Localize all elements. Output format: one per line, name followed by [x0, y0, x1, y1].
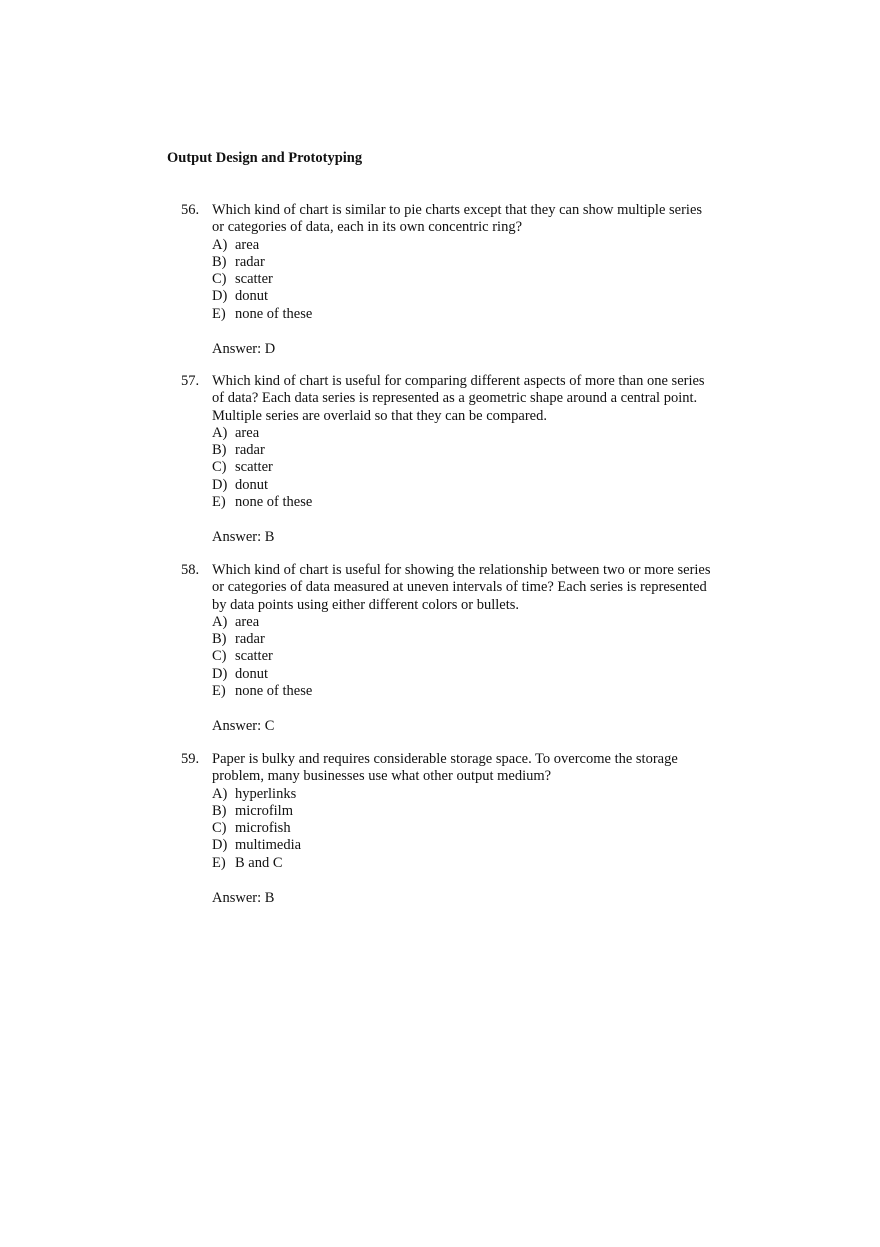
question-line: of data? Each data series is represented as a geometric shape around a central point. [212, 390, 698, 407]
option-d [212, 666, 732, 683]
option-a [212, 786, 732, 803]
option-letter: E) [212, 854, 226, 871]
option-letter: C) [212, 271, 227, 288]
option-text: scatter [235, 459, 273, 476]
option-letter: A) [212, 785, 228, 802]
option-list [212, 425, 732, 511]
question-text [212, 373, 732, 425]
option-b [212, 803, 732, 820]
question-line: by data points using either different colors or bullets. [212, 596, 519, 613]
option-text: multimedia [235, 837, 302, 854]
option-letter: D) [212, 837, 228, 854]
option-text: none of these [235, 305, 313, 322]
option-letter: B) [212, 631, 227, 648]
option-letter: B) [212, 802, 227, 819]
question-line: Paper is bulky and requires considerable storage space. To overcome the storage [212, 751, 678, 767]
question-number: 56. [181, 202, 200, 218]
answer-text: Answer: C [212, 717, 275, 734]
option-c [212, 648, 732, 665]
option-a [212, 237, 732, 254]
option-letter: C) [212, 459, 227, 476]
answer-text: Answer: D [212, 340, 276, 357]
option-b [212, 442, 732, 459]
question-line: or categories of data, each in its own concentric ring? [212, 219, 523, 236]
option-e [212, 683, 732, 700]
option-text: none of these [235, 494, 313, 511]
option-text: donut [235, 288, 269, 305]
option-letter: B) [212, 253, 227, 270]
question-line: or categories of data measured at uneven intervals of time? Each series is represented [212, 579, 707, 596]
question-line: problem, many businesses use what other output medium? [212, 768, 552, 785]
option-c [212, 820, 732, 837]
option-e [212, 306, 732, 323]
option-text: radar [235, 442, 265, 459]
option-letter: D) [212, 665, 228, 682]
option-text: microfish [235, 820, 291, 837]
question-text [212, 751, 732, 786]
option-e [212, 855, 732, 872]
option-text: area [235, 613, 260, 630]
option-letter: C) [212, 820, 227, 837]
option-list [212, 237, 732, 323]
option-text: microfilm [235, 802, 293, 819]
answer-text: Answer: B [212, 528, 275, 545]
question-text [212, 202, 732, 237]
option-d [212, 477, 732, 494]
option-letter: A) [212, 236, 228, 253]
option-letter: A) [212, 613, 228, 630]
option-letter: D) [212, 288, 228, 305]
option-c [212, 271, 732, 288]
question-body [212, 562, 732, 735]
option-b [212, 631, 732, 648]
question-text [212, 562, 732, 614]
option-text: area [235, 236, 260, 253]
option-text: none of these [235, 683, 313, 700]
option-text: B and C [235, 854, 283, 871]
option-c [212, 459, 732, 476]
question-line: Which kind of chart is useful for showing the relationship between two or more series [212, 562, 711, 578]
option-list [212, 614, 732, 700]
option-text: scatter [235, 648, 273, 665]
answer-text: Answer: B [212, 889, 275, 906]
option-d [212, 837, 732, 854]
question-number: 58. [181, 562, 200, 578]
option-e [212, 494, 732, 511]
section-title: Output Design and Prototyping [167, 150, 363, 166]
question-line: Which kind of chart is similar to pie charts except that they can show multiple series [212, 202, 703, 218]
option-letter: A) [212, 424, 228, 441]
option-letter: B) [212, 442, 227, 459]
option-letter: E) [212, 683, 226, 700]
option-text: radar [235, 253, 265, 270]
option-b [212, 254, 732, 271]
option-a [212, 425, 732, 442]
option-text: scatter [235, 271, 273, 288]
option-letter: C) [212, 648, 227, 665]
option-text: area [235, 424, 260, 441]
option-letter: D) [212, 476, 228, 493]
option-text: hyperlinks [235, 785, 297, 802]
option-letter: E) [212, 305, 226, 322]
option-text: donut [235, 476, 269, 493]
option-a [212, 614, 732, 631]
question-body [212, 373, 732, 546]
question-number: 59. [181, 751, 200, 767]
question-number: 57. [181, 373, 200, 389]
option-letter: E) [212, 494, 226, 511]
question-line: Which kind of chart is useful for comparing different aspects of more than one series [212, 373, 705, 389]
option-d [212, 288, 732, 305]
question-body [212, 751, 732, 907]
question-body [212, 202, 732, 358]
option-text: radar [235, 631, 265, 648]
option-list [212, 786, 732, 872]
question-line: Multiple series are overlaid so that they can be compared. [212, 407, 547, 424]
option-text: donut [235, 665, 269, 682]
